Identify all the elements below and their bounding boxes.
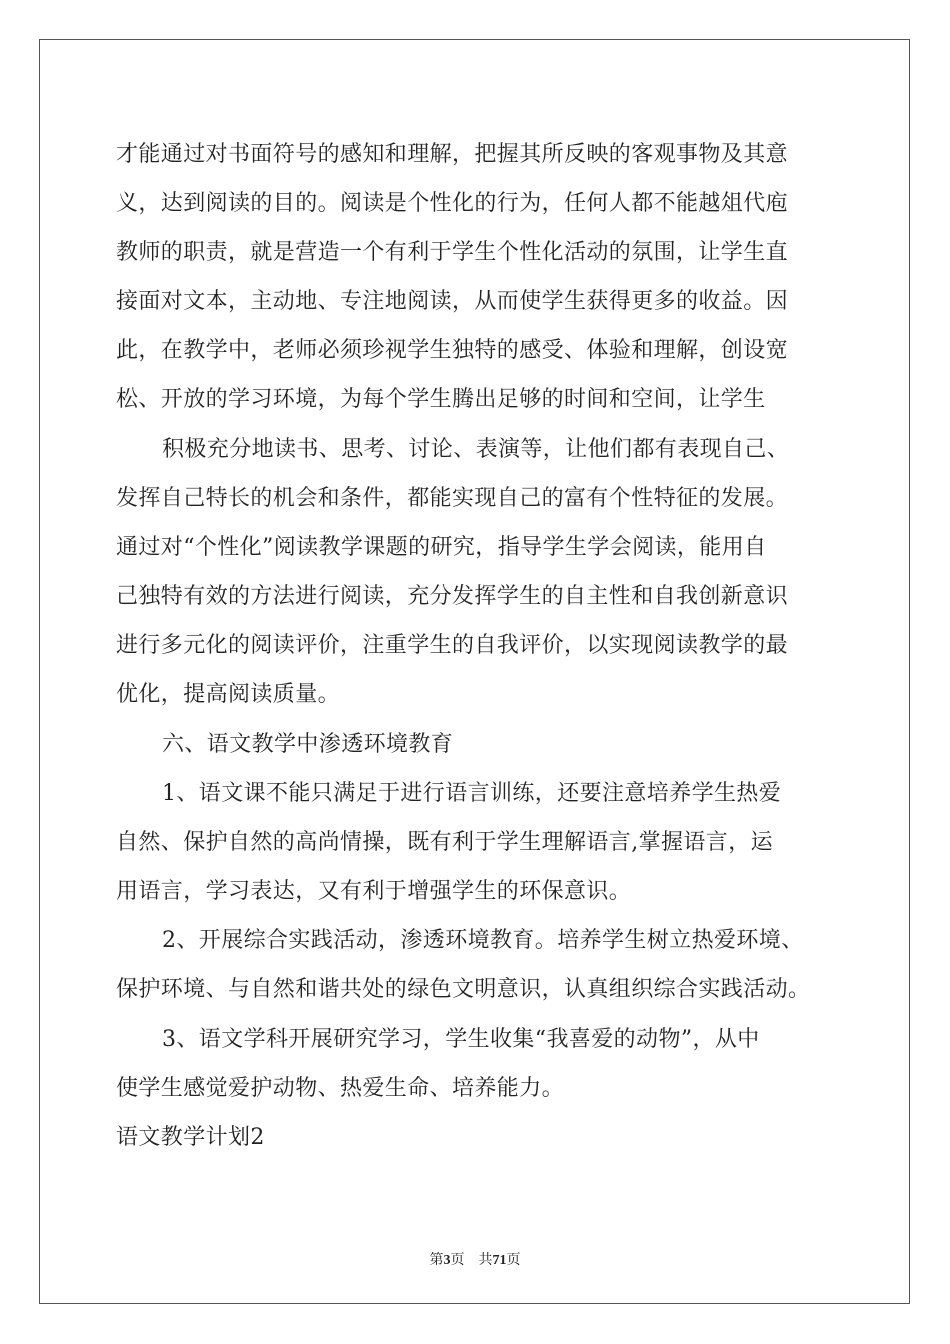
- text-line: 3、语文学科开展研究学习，学生收集“我喜爱的动物”，从中: [162, 1027, 760, 1052]
- page-border: [39, 39, 910, 1304]
- text-line: 接面对文本，主动地、专注地阅读，从而使学生获得更多的收益。因: [116, 289, 789, 314]
- text-line: 2、开展综合实践活动，渗透环境教育。培养学生树立热爱环境、: [162, 928, 804, 953]
- current-page-number: 3: [443, 1253, 451, 1268]
- text-line: 己独特有效的方法进行阅读，充分发挥学生的自主性和自我创新意识: [116, 584, 789, 609]
- text-line: 使学生感觉爱护动物、热爱生命、培养能力。: [116, 1076, 565, 1101]
- footer-suffix: 页: [506, 1253, 521, 1268]
- text-line: 自然、保护自然的高尚情操，既有利于学生理解语言,掌握语言，运: [116, 830, 773, 855]
- footer-prefix: 第: [429, 1253, 444, 1268]
- text-line: 用语言，学习表达，又有利于增强学生的环保意识。: [116, 879, 632, 904]
- document-title: 语文教学计划2: [116, 1125, 265, 1150]
- text-line: 积极充分地读书、思考、讨论、表演等，让他们都有表现自己、: [162, 437, 790, 462]
- text-line: 进行多元化的阅读评价，注重学生的自我评价，以实现阅读教学的最: [116, 633, 789, 658]
- page-footer: [0, 1249, 950, 1269]
- footer-middle: 页 共: [450, 1253, 493, 1268]
- text-line: 此，在教学中，老师必须珍视学生独特的感受、体验和理解，创设宽: [116, 338, 789, 363]
- section-heading: 六、语文教学中渗透环境教育: [162, 732, 454, 757]
- text-line: 优化，提高阅读质量。: [116, 682, 341, 707]
- text-line: 保护环境、与自然和谐共处的绿色文明意识，认真组织综合实践活动。: [116, 977, 811, 1002]
- text-line: 教师的职责，就是营造一个有利于学生个性化活动的氛围，让学生直: [116, 240, 789, 265]
- text-line: 发挥自己特长的机会和条件，都能实现自己的富有个性特征的发展。: [116, 486, 789, 511]
- text-line: 通过对“个性化”阅读教学课题的研究，指导学生学会阅读，能用自: [116, 535, 767, 560]
- text-line: 义，达到阅读的目的。阅读是个性化的行为，任何人都不能越俎代庖: [116, 191, 789, 216]
- text-line: 松、开放的学习环境，为每个学生腾出足够的时间和空间，让学生: [116, 387, 766, 412]
- text-line: 才能通过对书面符号的感知和理解，把握其所反映的客观事物及其意: [116, 142, 789, 167]
- text-line: 1、语文课不能只满足于进行语言训练，还要注意培养学生热爱: [162, 781, 782, 806]
- total-page-count: 71: [492, 1253, 507, 1268]
